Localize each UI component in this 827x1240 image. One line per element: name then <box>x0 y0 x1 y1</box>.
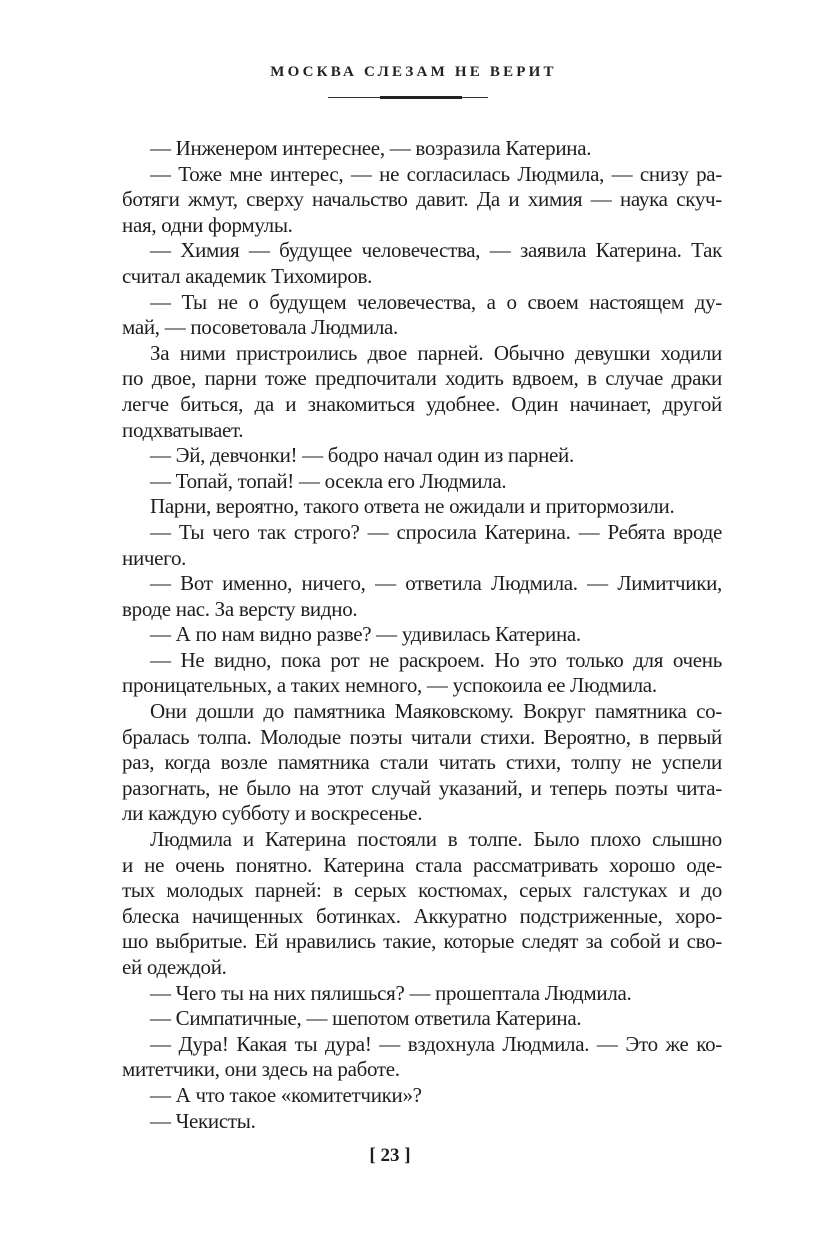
text-line: — А по нам видно разве? — удивилась Катерина. <box>150 622 581 647</box>
text-line: ботяги жмут, сверху начальство давит. Да и химия — наука скуч- <box>122 187 722 212</box>
text-line: ли каждую субботу и воскресенье. <box>122 801 423 826</box>
text-line: считал академик Тихомиров. <box>122 263 373 288</box>
paragraph <box>122 1006 722 1032</box>
text-line: тых молодых парней: в серых костюмах, серых галстуках и до <box>122 878 722 903</box>
text-line: Парни, вероятно, такого ответа не ожидали и притормозили. <box>150 494 675 519</box>
text-line: За ними пристроились двое парней. Обычно девушки ходили <box>150 340 722 365</box>
paragraph <box>122 136 722 162</box>
text-line: проницательных, а таких немного, — успокоила ее Людмила. <box>122 673 657 698</box>
text-line: ничего. <box>122 545 187 570</box>
text-line: — Вот именно, ничего, — ответила Людмила. — Лимитчики, <box>150 571 722 596</box>
text-line: ей одеждой. <box>122 955 227 979</box>
paragraph <box>122 622 722 648</box>
text-line: — Симпатичные, — шепотом ответила Катерина. <box>150 1006 582 1031</box>
text-line: — Инженером интереснее, — возразила Катерина. <box>150 136 592 160</box>
paragraph <box>122 827 722 981</box>
paragraph <box>122 981 722 1007</box>
text-line: — Тоже мне интерес, — не согласилась Людмила, — снизу ра- <box>150 161 722 186</box>
text-line: — Дура! Какая ты дура! — вздохнула Людмила. — Это же ко- <box>150 1031 722 1056</box>
text-line: май, — посоветовала Людмила. <box>122 315 398 340</box>
paragraph <box>122 1083 722 1109</box>
paragraph <box>122 494 722 520</box>
page-number: [ 23 ] <box>369 1145 411 1166</box>
text-line: — Ты чего так строго? — спросила Катерина. — Ребята вроде <box>150 519 722 544</box>
text-line: — Топай, топай! — осекла его Людмила. <box>150 468 507 493</box>
text-line: разогнать, не было на этот случай указаний, и теперь поэты чита- <box>122 775 722 800</box>
text-line: вроде нас. За версту видно. <box>122 596 358 621</box>
text-line: по двое, парни тоже предпочитали ходить вдвоем, в случае драки <box>122 366 722 391</box>
text-line: Людмила и Катерина постояли в толпе. Было плохо слышно <box>150 827 722 852</box>
text-line: — Не видно, пока рот не раскроем. Но это только для очень <box>150 647 722 672</box>
text-line: блеска начищенных ботинках. Аккуратно подстриженные, хоро- <box>122 903 722 928</box>
paragraph <box>122 341 722 443</box>
text-line: шо выбритые. Ей нравились такие, которые следят за собой и сво- <box>122 929 722 954</box>
text-line: легче биться, да и знакомиться удобнее. Один начинает, другой <box>122 391 722 416</box>
paragraph <box>122 571 722 622</box>
text-line: ная, одни формулы. <box>122 212 293 237</box>
paragraph <box>122 162 722 239</box>
text-line: — Чекисты. <box>150 1108 256 1133</box>
body-text <box>122 136 722 1134</box>
paragraph <box>122 1032 722 1083</box>
text-line: подхватывает. <box>122 417 244 442</box>
paragraph <box>122 520 722 571</box>
paragraph <box>122 443 722 469</box>
paragraph <box>122 1109 722 1135</box>
text-line: — Чего ты на них пялишься? — прошептала Людмила. <box>150 980 632 1005</box>
text-line: — А что такое «комитетчики»? <box>150 1082 422 1107</box>
text-line: раз, когда возле памятника стали читать стихи, толпу не успели <box>122 750 722 775</box>
text-line: Они дошли до памятника Маяковскому. Вокруг памятника со- <box>150 699 722 724</box>
header-divider-accent <box>380 96 462 99</box>
paragraph <box>122 648 722 699</box>
text-line: митетчики, они здесь на работе. <box>122 1057 400 1082</box>
running-header: МОСКВА СЛЕЗАМ НЕ ВЕРИТ <box>270 64 557 80</box>
paragraph <box>122 699 722 827</box>
text-line: — Ты не о будущем человечества, а о своем настоящем ду- <box>150 289 722 314</box>
text-line: — Химия — будущее человечества, — заявила Катерина. Так <box>150 238 722 263</box>
text-line: — Эй, девчонки! — бодро начал один из парней. <box>150 443 574 468</box>
paragraph <box>122 238 722 289</box>
text-line: и не очень понятно. Катерина стала рассматривать хорошо оде- <box>122 852 722 877</box>
text-line: бралась толпа. Молодые поэты читали стихи. Вероятно, в первый <box>122 724 722 749</box>
paragraph <box>122 290 722 341</box>
paragraph <box>122 469 722 495</box>
